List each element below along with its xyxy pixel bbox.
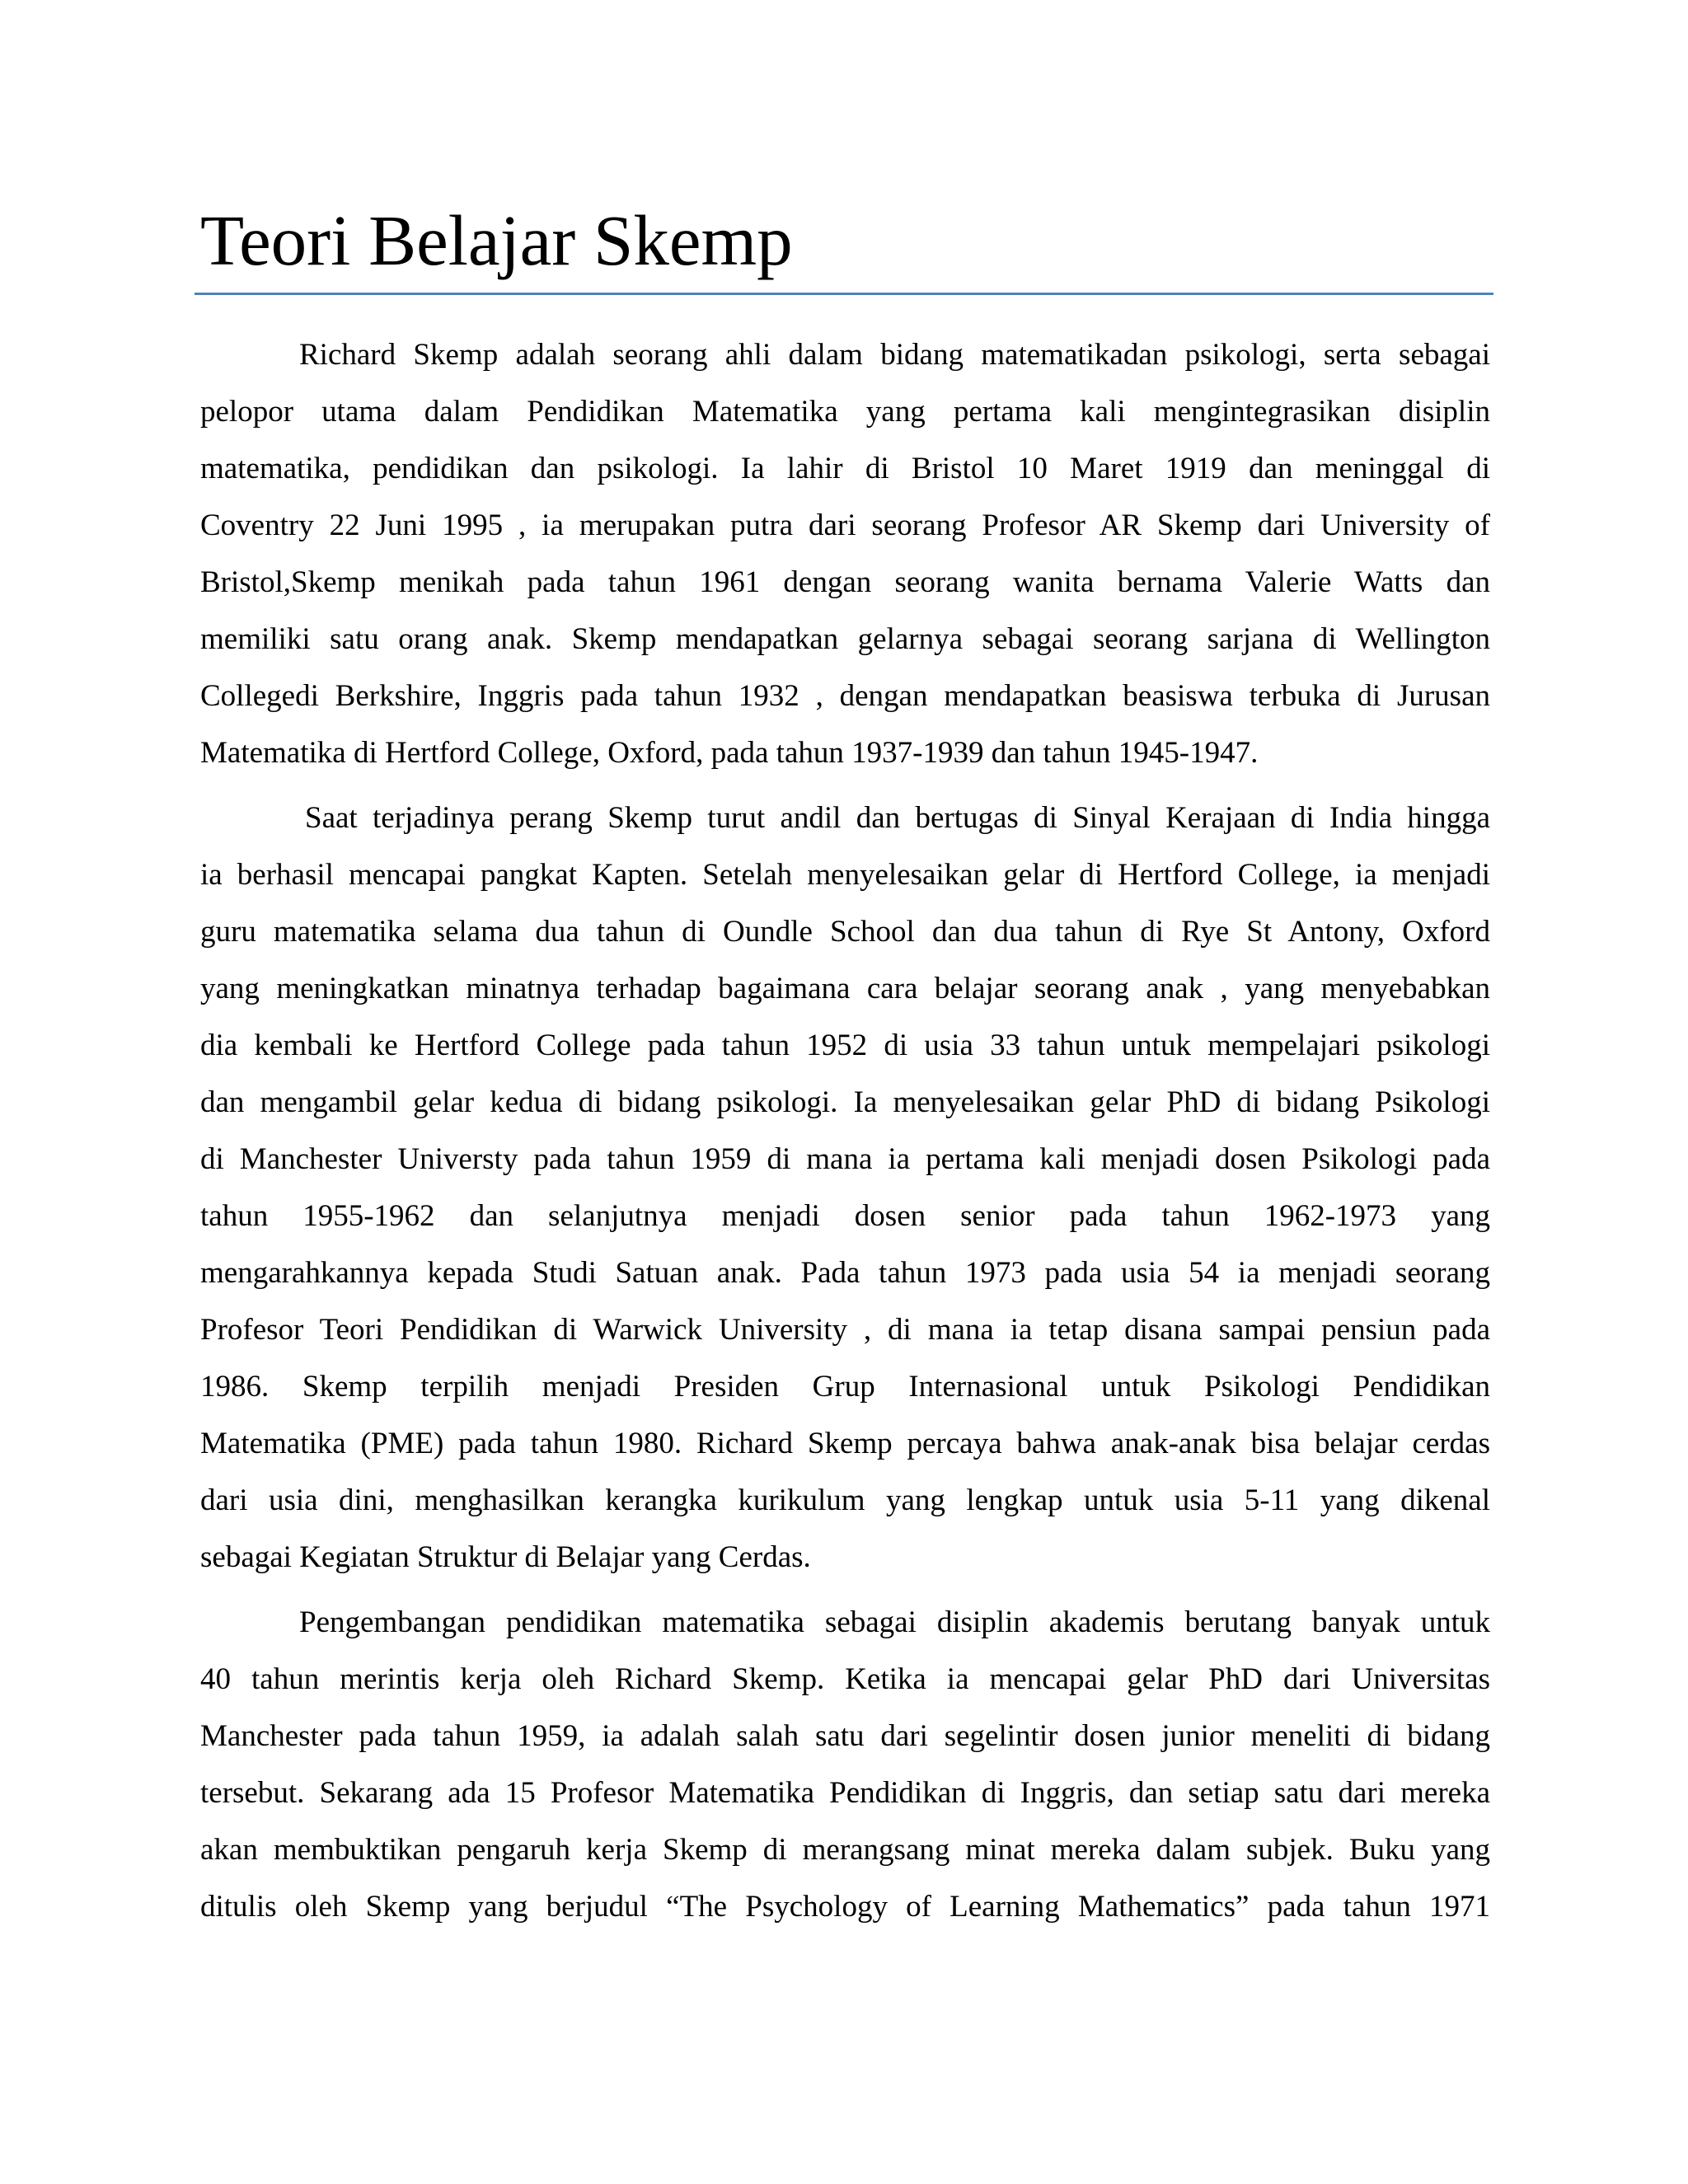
paragraph-line: Manchester pada tahun 1959, ia adalah salah satu dari segelintir dosen junior meneliti di bidang bbox=[200, 1719, 1490, 1753]
paragraph-line: Bristol,Skemp menikah pada tahun 1961 dengan seorang wanita bernama Valerie Watts dan bbox=[200, 565, 1490, 599]
title-underline bbox=[195, 293, 1493, 295]
paragraph-line: guru matematika selama dua tahun di Oundle School dan dua tahun di Rye St Antony, Oxford bbox=[200, 915, 1490, 949]
paragraph-line: Saat terjadinya perang Skemp turut andil dan bertugas di Sinyal Kerajaan di India hingga bbox=[305, 801, 1490, 835]
paragraph-1 bbox=[200, 326, 1490, 781]
page-title: Teori Belajar Skemp bbox=[200, 200, 793, 280]
paragraph-line: Richard Skemp adalah seorang ahli dalam bidang matematikadan psikologi, serta sebagai bbox=[299, 338, 1490, 372]
paragraph-line: yang meningkatkan minatnya terhadap bagaimana cara belajar seorang anak , yang menyebabkan bbox=[200, 972, 1490, 1005]
document-body bbox=[200, 326, 1490, 1935]
paragraph-line: tahun 1955-1962 dan selanjutnya menjadi dosen senior pada tahun 1962-1973 yang bbox=[200, 1199, 1490, 1233]
paragraph-line: 40 tahun merintis kerja oleh Richard Skemp. Ketika ia mencapai gelar PhD dari Universitas bbox=[200, 1662, 1490, 1696]
paragraph-line: Matematika di Hertford College, Oxford, pada tahun 1937-1939 dan tahun 1945-1947. bbox=[200, 736, 1259, 770]
paragraph-line: dan mengambil gelar kedua di bidang psikologi. Ia menyelesaikan gelar PhD di bidang Psikologi bbox=[200, 1085, 1490, 1119]
paragraph-line: Collegedi Berkshire, Inggris pada tahun 1932 , dengan mendapatkan beasiswa terbuka di Jurusan bbox=[200, 679, 1490, 713]
paragraph-line: dari usia dini, menghasilkan kerangka kurikulum yang lengkap untuk usia 5-11 yang dikenal bbox=[200, 1483, 1490, 1517]
paragraph-line: matematika, pendidikan dan psikologi. Ia lahir di Bristol 10 Maret 1919 dan meninggal di bbox=[200, 452, 1490, 485]
paragraph-line: ia berhasil mencapai pangkat Kapten. Setelah menyelesaikan gelar di Hertford College, ia menjadi bbox=[200, 858, 1490, 892]
paragraph-line: di Manchester Universty pada tahun 1959 di mana ia pertama kali menjadi dosen Psikologi pada bbox=[200, 1142, 1490, 1176]
paragraph-line: Matematika (PME) pada tahun 1980. Richard Skemp percaya bahwa anak-anak bisa belajar cerdas bbox=[200, 1427, 1490, 1460]
paragraph-line: mengarahkannya kepada Studi Satuan anak. Pada tahun 1973 pada usia 54 ia menjadi seorang bbox=[200, 1256, 1490, 1290]
paragraph-line: Profesor Teori Pendidikan di Warwick University , di mana ia tetap disana sampai pensiun pada bbox=[200, 1313, 1490, 1347]
paragraph-line: Coventry 22 Juni 1995 , ia merupakan putra dari seorang Profesor AR Skemp dari University of bbox=[200, 509, 1490, 542]
paragraph-line: sebagai Kegiatan Struktur di Belajar yang Cerdas. bbox=[200, 1540, 811, 1574]
paragraph-line: akan membuktikan pengaruh kerja Skemp di merangsang minat mereka dalam subjek. Buku yang bbox=[200, 1833, 1490, 1867]
paragraph-line: pelopor utama dalam Pendidikan Matematika yang pertama kali mengintegrasikan disiplin bbox=[200, 395, 1490, 429]
paragraph-3 bbox=[200, 1594, 1490, 1935]
paragraph-line: tersebut. Sekarang ada 15 Profesor Matematika Pendidikan di Inggris, dan setiap satu dari mereka bbox=[200, 1776, 1490, 1810]
paragraph-line: ditulis oleh Skemp yang berjudul “The Psychology of Learning Mathematics” pada tahun 1971 bbox=[200, 1890, 1490, 1924]
paragraph-2 bbox=[200, 790, 1490, 1586]
paragraph-line: 1986. Skemp terpilih menjadi Presiden Grup Internasional untuk Psikologi Pendidikan bbox=[200, 1370, 1490, 1404]
paragraph-line: memiliki satu orang anak. Skemp mendapatkan gelarnya sebagai seorang sarjana di Wellington bbox=[200, 622, 1490, 656]
paragraph-line: Pengembangan pendidikan matematika sebagai disiplin akademis berutang banyak untuk bbox=[299, 1605, 1490, 1639]
paragraph-line: dia kembali ke Hertford College pada tahun 1952 di usia 33 tahun untuk mempelajari psikologi bbox=[200, 1029, 1490, 1062]
